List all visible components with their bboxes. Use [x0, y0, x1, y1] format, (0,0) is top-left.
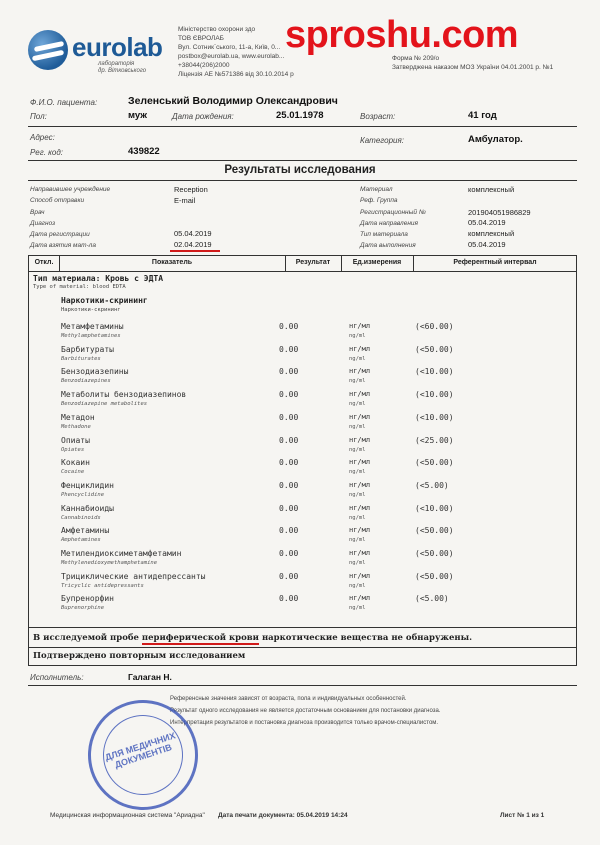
patient-name: Зеленський Володимир Олександрович — [128, 95, 338, 107]
parameter-name: Трициклические антидепрессанты — [61, 571, 206, 581]
meta-label: Дата выполнения — [360, 242, 416, 249]
parameter-name: Фенциклидин — [61, 480, 114, 490]
col-deviation: Откл. — [34, 259, 54, 266]
table-row — [29, 594, 576, 617]
conclusion-part1: В исследуемой пробе — [33, 633, 139, 643]
result-value: 0.00 — [279, 412, 299, 422]
stamp-text: ДЛЯ МЕДИЧНИХ ДОКУМЕНТІВ — [103, 730, 177, 770]
meta-label: Материал — [360, 186, 393, 193]
unit: нг/мл — [349, 435, 371, 444]
unit: нг/мл — [349, 322, 371, 330]
parameter-latin: Methylenedioxymethamphetamine — [61, 560, 158, 566]
reg-code-label: Рег. код: — [30, 148, 63, 157]
table-row — [29, 504, 576, 527]
unit-en: ng/ml — [349, 333, 366, 339]
meta-value: 05.04.2019 — [468, 218, 506, 227]
unit-en: ng/ml — [349, 537, 366, 544]
conclusion-line — [33, 632, 572, 645]
logo-word: eurolab — [72, 32, 163, 62]
unit-en: ng/ml — [349, 378, 366, 385]
dob-value: 25.01.1978 — [276, 110, 324, 121]
reference-interval: (<5.00) — [415, 594, 449, 604]
parameter-name: Кокаин — [61, 458, 90, 468]
parameter-name: Бупренорфин — [61, 594, 114, 604]
reference-interval: (<50.00) — [415, 571, 454, 581]
table-row — [29, 367, 576, 390]
reference-interval: (<50.00) — [415, 526, 454, 536]
reg-code-value: 439822 — [128, 146, 160, 157]
result-value: 0.00 — [279, 390, 299, 400]
parameter-latin: Phencyclidine — [61, 491, 105, 498]
result-value: 0.00 — [279, 503, 299, 513]
unit: нг/мл — [349, 526, 371, 535]
parameter-latin: Cannabinoids — [61, 514, 101, 521]
unit-en: ng/ml — [349, 401, 366, 408]
address-label: Адрес: — [30, 133, 55, 142]
parameter-latin: Barbiturates — [61, 355, 101, 362]
unit-en: ng/ml — [349, 560, 366, 566]
panel-title: Наркотики-скрининг — [61, 296, 148, 305]
conclusion-confirmed: Подтверждено повторным исследованием — [29, 647, 576, 663]
result-value: 0.00 — [279, 480, 299, 490]
watermark-text: sproshu.com — [285, 14, 519, 56]
meta-value: комплексный — [468, 229, 515, 238]
category-label: Категория: — [360, 136, 404, 145]
form-number: Форма № 209/о — [392, 55, 440, 62]
parameter-name: Метилендиоксиметамфетамин — [61, 549, 182, 558]
table-row — [29, 549, 576, 572]
table-row — [29, 390, 576, 413]
info-system: Медицинская информационная система "Ариадна" — [50, 812, 205, 819]
parameter-latin: Methadone — [61, 423, 91, 430]
approval-order: Затверджена наказом МОЗ України 04.01.2001 р. №1 — [392, 64, 554, 71]
eurolab-logo-icon — [28, 30, 68, 70]
divider — [28, 126, 577, 127]
unit-en: ng/ml — [349, 446, 366, 453]
parameter-latin: Methylamphetamines — [61, 333, 121, 339]
meta-label: Врач — [30, 209, 45, 216]
parameter-name: Метадон — [61, 412, 95, 422]
sex-value: муж — [128, 110, 148, 121]
org-line: postbox@eurolab.ua, www.eurolab... — [178, 53, 285, 60]
unit-en: ng/ml — [349, 491, 366, 498]
table-row — [29, 458, 576, 481]
parameter-name: Амфетамины — [61, 526, 110, 536]
table-header — [29, 256, 576, 272]
divider — [28, 180, 577, 181]
parameter-latin: Opiates — [61, 446, 85, 453]
divider — [28, 685, 577, 686]
col-result: Результат — [295, 259, 331, 266]
result-value: 0.00 — [279, 367, 299, 377]
result-value: 0.00 — [279, 594, 299, 604]
parameter-latin: Benzodiazepines — [61, 378, 111, 385]
unit-en: ng/ml — [349, 423, 366, 430]
reference-interval: (<10.00) — [415, 503, 454, 513]
note-line: Референсные значения зависят от возраста, пола и индивидуальных особенностей. — [170, 696, 407, 702]
unit-en: ng/ml — [349, 355, 366, 362]
unit: нг/мл — [349, 412, 371, 421]
category-value: Амбулатор. — [468, 134, 523, 145]
table-row — [29, 413, 576, 436]
org-line: Ліцензія АЕ №571386 від 30.10.2014 р — [178, 71, 294, 78]
reference-interval: (<10.00) — [415, 367, 454, 377]
unit: нг/мл — [349, 594, 371, 603]
reference-interval: (<50.00) — [415, 458, 454, 468]
unit: нг/мл — [349, 458, 371, 467]
meta-label: Диагноз — [30, 220, 56, 227]
unit-en: ng/ml — [349, 605, 366, 612]
meta-value: 05.04.2019 — [174, 229, 212, 238]
material-type-en: Type of material: blood EDTA — [33, 284, 126, 290]
org-line: Вул. Сотник`ського, 11-а, Київ, 0... — [178, 44, 281, 51]
parameter-latin: Benzodiazepine metabolites — [61, 401, 148, 408]
parameter-name: Метамфетамины — [61, 322, 124, 331]
unit: нг/мл — [349, 367, 371, 376]
unit: нг/мл — [349, 480, 371, 489]
conclusion-highlight: периферической крови — [141, 633, 259, 643]
red-underline — [170, 250, 220, 252]
dob-label: Дата рождения: — [172, 112, 234, 121]
results-title: Результаты исследования — [224, 164, 376, 176]
parameter-name: Барбитураты — [61, 344, 114, 354]
unit-en: ng/ml — [349, 582, 366, 589]
print-date: Дата печати документа: 05.04.2019 14:24 — [218, 812, 348, 819]
result-value: 0.00 — [279, 526, 299, 536]
divider — [28, 160, 577, 161]
result-value: 0.00 — [279, 435, 299, 445]
parameter-latin: Tricyclic antidepressants — [61, 582, 144, 589]
result-value: 0.00 — [279, 458, 299, 468]
col-reference: Референтный интервал — [453, 259, 537, 266]
reference-interval: (<10.00) — [415, 390, 454, 400]
conclusion-part2: наркотические вещества не обнаружены. — [261, 633, 473, 643]
meta-label: Дата направления — [360, 220, 419, 227]
table-row — [29, 345, 576, 368]
parameter-latin: Cocaine — [61, 469, 85, 476]
unit: нг/мл — [349, 549, 371, 557]
stamp-seal — [74, 686, 213, 825]
meta-value: Reception — [174, 185, 208, 194]
panel-subtitle: Наркотики-скрининг — [61, 307, 121, 313]
meta-label: Регистрационный № — [360, 209, 426, 216]
note-line: Интерпретация результатов и постановка диагноза производится только врачом-специалистом. — [170, 720, 439, 726]
meta-value: комплексный — [468, 185, 515, 194]
reference-interval: (<5.00) — [415, 480, 449, 490]
sheet-number: Лист № 1 из 1 — [500, 812, 545, 819]
executor-label: Исполнитель: — [30, 673, 84, 682]
parameter-name: Метаболиты бензодиазепинов — [61, 390, 187, 400]
table-row — [29, 526, 576, 549]
logo-tagline: лабораторія др. Вітковського — [98, 61, 147, 74]
org-line: Міністерство охорони здо — [178, 26, 256, 33]
meta-label: Тип материала — [360, 231, 408, 238]
parameter-latin: Buprenorphine — [61, 605, 105, 612]
org-details — [178, 25, 294, 79]
unit-en: ng/ml — [349, 469, 366, 476]
table-row — [29, 481, 576, 504]
sex-label: Пол: — [30, 112, 47, 121]
meta-value: E-mail — [174, 196, 196, 205]
meta-label: Дата взятия мат-ла — [30, 242, 96, 249]
meta-label: Направившее учреждение — [30, 186, 111, 193]
meta-label: Способ отправки — [30, 197, 85, 204]
material-type: Тип материала: Кровь с ЭДТА — [33, 274, 164, 283]
result-value: 0.00 — [279, 344, 299, 354]
col-unit: Ед.измерения — [352, 259, 402, 266]
parameter-name: Опиаты — [61, 435, 90, 445]
reference-interval: (<25.00) — [415, 435, 454, 445]
table-row — [29, 572, 576, 595]
reference-interval: (<60.00) — [415, 322, 454, 331]
reference-interval: (<50.00) — [415, 549, 454, 558]
eurolab-logo — [28, 28, 170, 74]
meta-value: 02.04.2019 — [174, 240, 212, 249]
result-value: 0.00 — [279, 322, 299, 331]
unit: нг/мл — [349, 390, 371, 399]
org-line: +38044(206)2000 — [178, 62, 230, 69]
parameter-name: Каннабиоиды — [61, 503, 114, 513]
note-line: Результат одного исследования не является достаточным основанием для постановки диагноза. — [170, 708, 441, 714]
unit: нг/мл — [349, 344, 371, 353]
unit: нг/мл — [349, 571, 371, 580]
unit: нг/мл — [349, 503, 371, 512]
reference-interval: (<10.00) — [415, 412, 454, 422]
meta-label: Реф. Группа — [360, 197, 398, 204]
age-label: Возраст: — [360, 112, 396, 121]
col-parameter: Показатель — [151, 259, 193, 266]
meta-value: 201904051986829 — [468, 208, 531, 217]
result-value: 0.00 — [279, 549, 299, 558]
org-line: ТОВ ЄВРОЛАБ — [178, 35, 224, 42]
executor-name: Галаган Н. — [128, 672, 172, 682]
parameter-name: Бензодиазепины — [61, 367, 129, 377]
results-table — [28, 255, 577, 628]
reference-interval: (<50.00) — [415, 344, 454, 354]
unit-en: ng/ml — [349, 514, 366, 521]
table-row — [29, 322, 576, 345]
table-row — [29, 436, 576, 459]
parameter-latin: Amphetamines — [61, 537, 101, 544]
patient-name-label: Ф.И.О. пациента: — [30, 98, 98, 107]
age-value: 41 год — [468, 110, 497, 121]
meta-value: 05.04.2019 — [468, 240, 506, 249]
result-value: 0.00 — [279, 571, 299, 581]
conclusion-box — [28, 628, 577, 666]
meta-label: Дата регистрации — [30, 231, 90, 238]
